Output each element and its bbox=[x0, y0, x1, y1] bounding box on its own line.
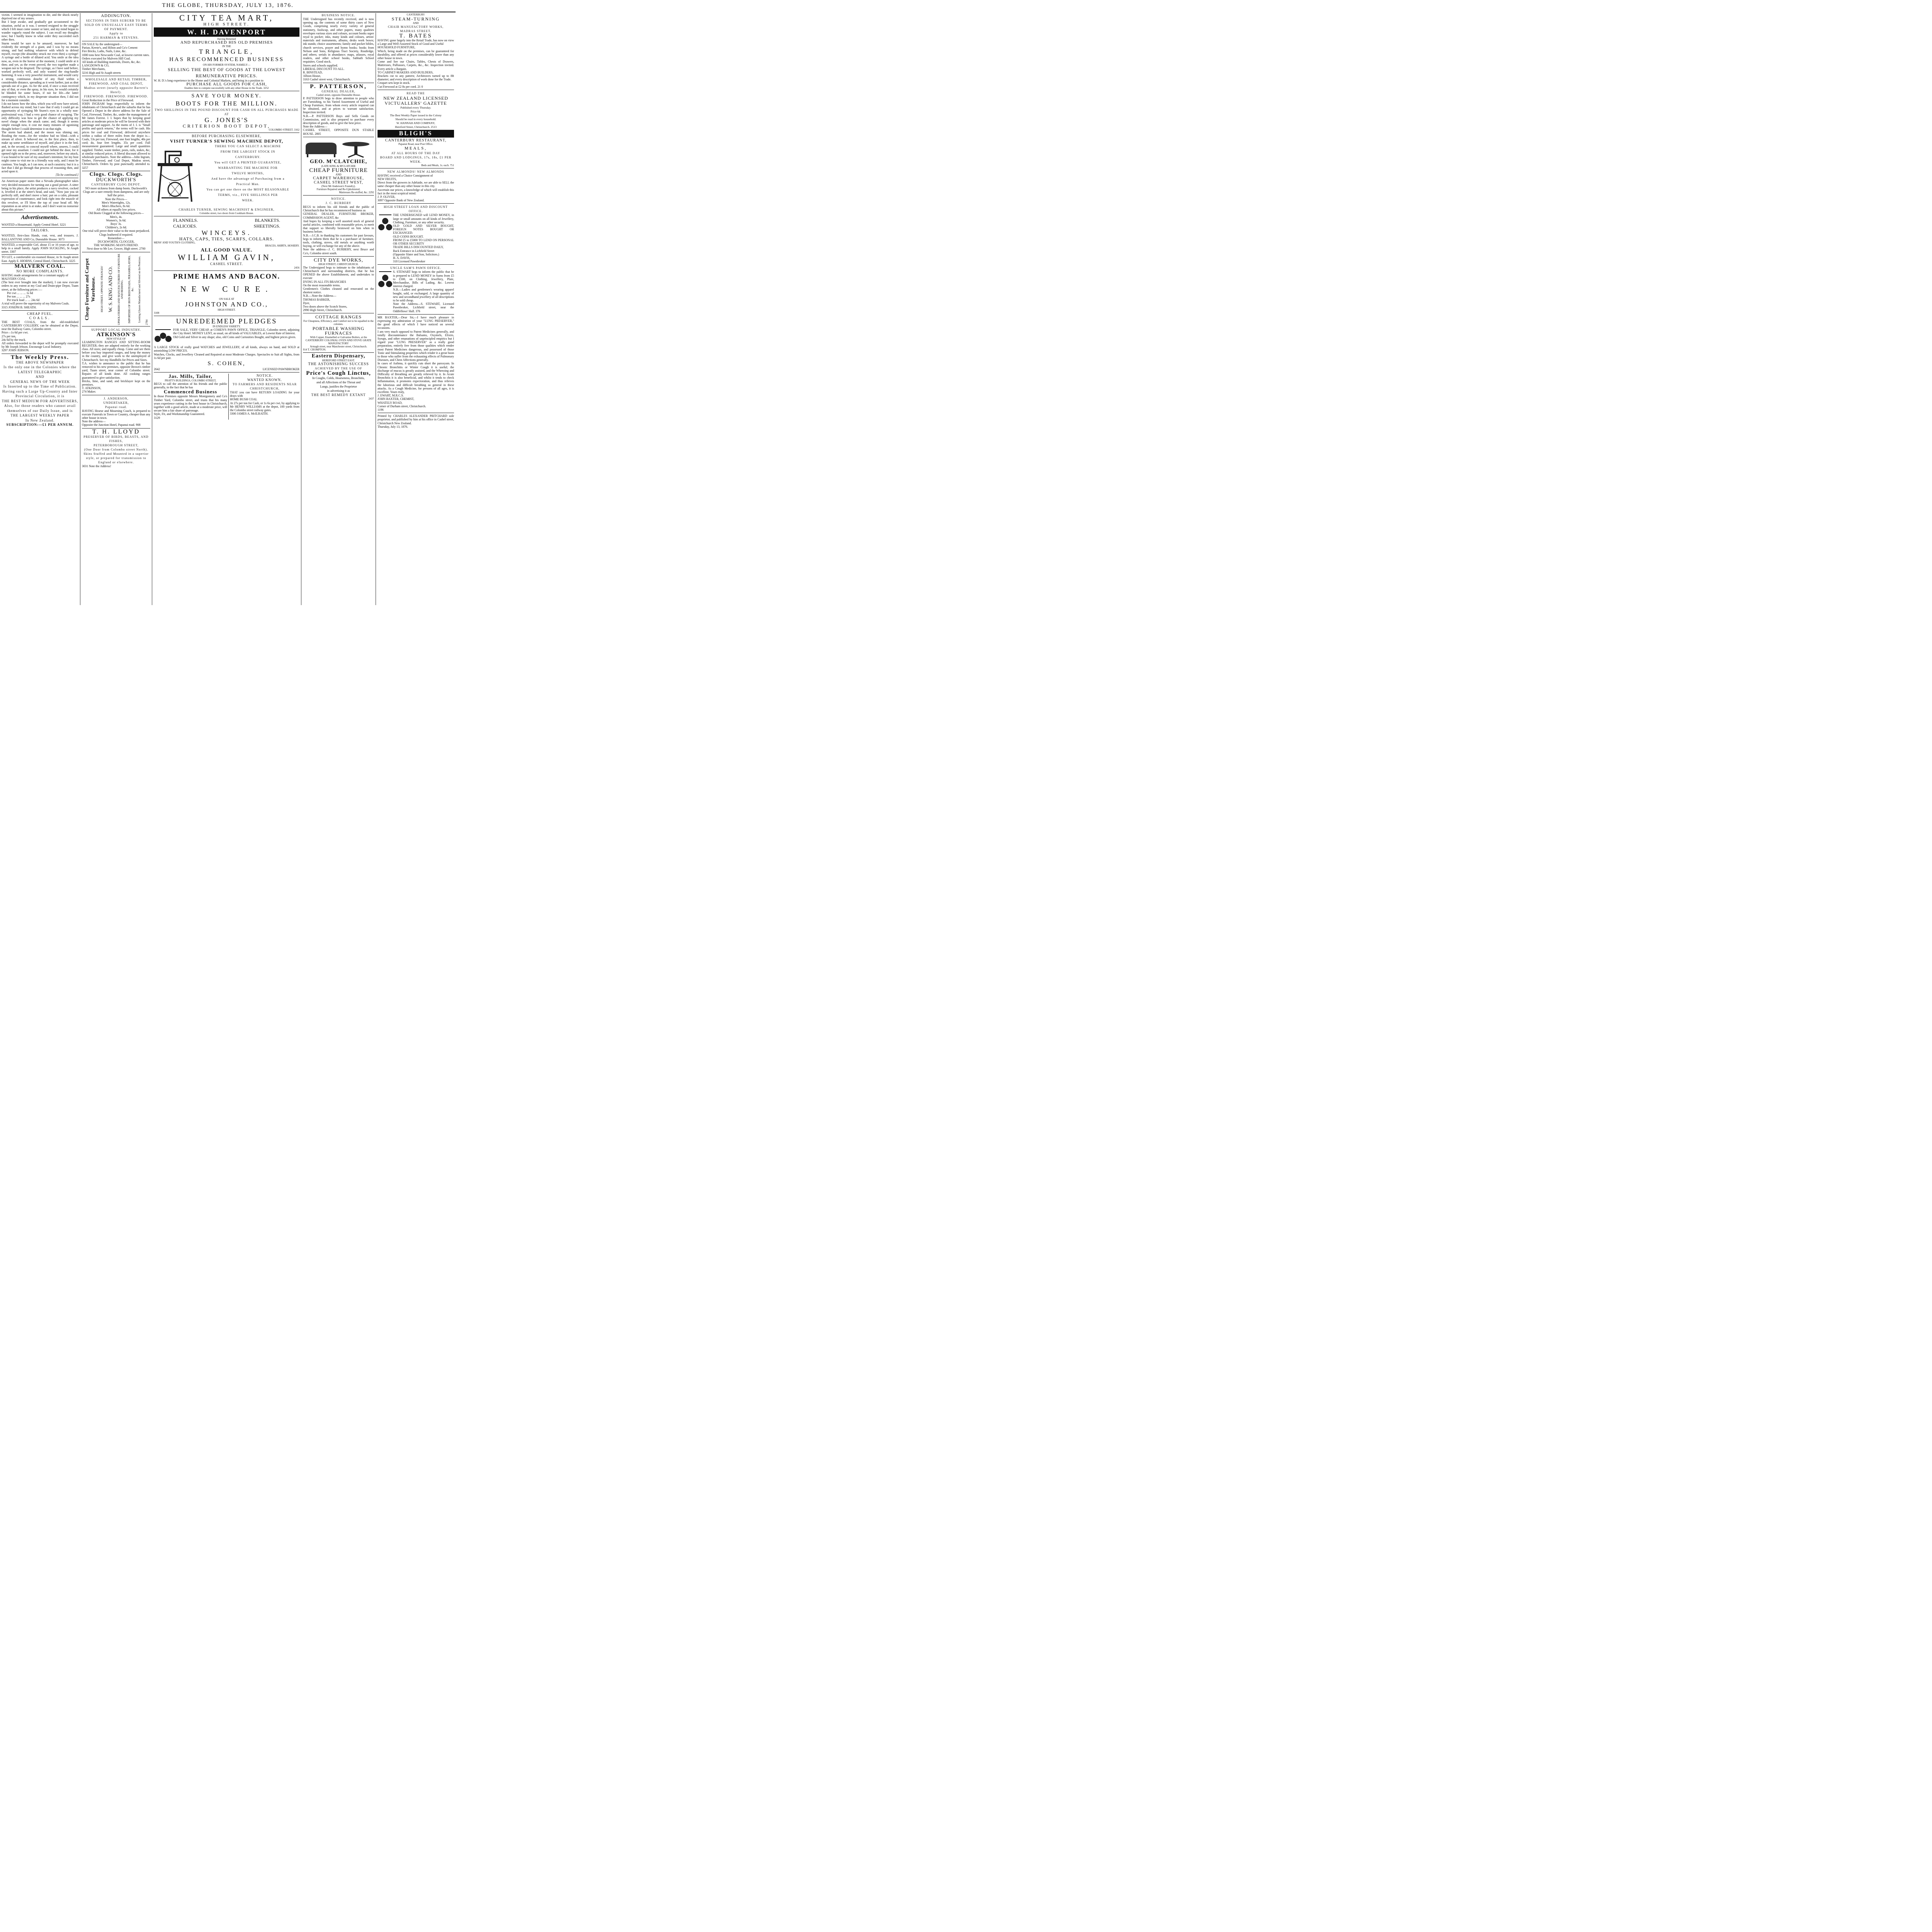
ad-housemaid: WANTED a Housemaid. Apply Central Hotel. 3221 bbox=[2, 223, 66, 227]
board-lodgings: BOARD AND LODGINGS, 17s, 18s, £1 PER WEEK. bbox=[380, 155, 452, 163]
meals: MEALS, bbox=[404, 146, 427, 151]
hereford-east: HEREFORD STREET EAST. bbox=[322, 359, 355, 362]
ingram-sub: Madras street (nearly opposite Barrett's Hotel). FIREWOOD. FIREWOOD. FIREWOOD. bbox=[84, 86, 148, 98]
furniture-repaired: Furniture Repaired and Re-Upholstered. bbox=[316, 187, 361, 191]
column-3 bbox=[152, 13, 301, 605]
dye-sub: HIGH STREET, CHRISTCHURCH. bbox=[318, 262, 359, 266]
almonds-heading: NEW ALMONDS! NEW ALMONDS bbox=[387, 170, 444, 173]
patterson-body: P. PATTERSON begs to draw attention to people who are Furnishing, to his Varied Assortment of Useful and Cheap Furniture, from whom every article required can be obtained, and at prices to warrant satisfaction. Inspection invited. N.B.—P. PATTERSON Buys and Sells Goods on Commission, and is also prepared to purchase every description of goods, and to give the best price. Note the Address— CASHEL STREET, OPPOSITE DUN STABLE HOUSE. 2805 bbox=[303, 96, 374, 136]
gavin-heading: WILLIAM GAVIN, bbox=[178, 253, 276, 262]
tea-body-2: AND REPURCHASED HIS OLD PREMISES bbox=[180, 40, 273, 45]
loan-ad bbox=[378, 213, 454, 263]
madras-street: MADRAS STREET. bbox=[400, 29, 432, 33]
davenport-banner: W. H. DAVENPORT bbox=[154, 27, 299, 37]
sewing-machine-icon bbox=[154, 144, 196, 206]
armagh-street: Armagh street, near Manchester street, Christchurch. bbox=[310, 345, 367, 349]
best-remedy: THE BEST REMEDY EXTANT bbox=[311, 393, 366, 397]
braces: BRACES, SHIRTS, HOSIERY. bbox=[265, 244, 299, 248]
gavin-row-2 bbox=[154, 223, 299, 229]
boots-million: BOOTS FOR THE MILLION. bbox=[175, 100, 278, 107]
tea-mart-heading: CITY TEA MART, bbox=[179, 13, 274, 22]
cohen-number: 2642 bbox=[154, 367, 160, 371]
linctus-body: In Coughs, Colds, Hoarseness, Bronchitis, and all Affections of the Throat and Lungs, justifies the Proprietor in advertising it as bbox=[312, 376, 365, 393]
addington-body: SECTIONS IN THIS SUBURB TO BE SOLD ON UNUSUALLY EASY TERMS OF PAYMENT. Apply to 251 HARMAN & STEVENS. bbox=[84, 19, 148, 39]
tea-body-6: ON HIS FORMER SYSTEM, NAMELY— bbox=[203, 63, 250, 66]
notice-to: TO FARMERS AND RESIDENTS NEAR CHRISTCHURCH, bbox=[232, 383, 297, 391]
anderson-body: HAVING Hearse and Mourning Coach, is prepared to execute Funerals in Town or Country, cheaper than any other house in town. Note the address— Opposite the Junction Hotel, Papanui road. 908 bbox=[82, 409, 150, 427]
mclatchie-heading: GEO. M'CLATCHIE, bbox=[310, 158, 367, 165]
almonds-body: HAVING received a Choice Consignment of NEW FRUITS, Direct from the growers in Adelaide, we are able to SELL the same cheaper than any other house in this city. Ascertain our prices, a knowledge of which will establish this fact in the most sceptical mind. J. P. OLIVER, 3097 Opposite Bank of New Zealand. bbox=[378, 173, 454, 202]
winceys: WINCEYS. bbox=[201, 229, 252, 237]
ingram-heading: WHOLESALE AND RETAIL TIMBER, FIREWOOD, AND COAL DEPOT, bbox=[85, 77, 147, 85]
flannels: FLANNELS. bbox=[173, 218, 198, 223]
king-ad bbox=[82, 253, 150, 325]
binstead-heading: BUSINESS NOTICE. bbox=[321, 14, 355, 17]
astonishing-success: THE ASTONISHING SUCCESS bbox=[308, 362, 369, 367]
all-hours: AT ALL HOURS OF THE DAY bbox=[391, 151, 440, 155]
blankets: BLANKETS. bbox=[255, 218, 280, 223]
ingram-body: Great Reduction in the Price of Firewood. JOHN INGRAM begs respectfully to inform the inhabitants of Christchurch and the suburbs that he has Opened a Depot in the above address for the Sale of Coal, Firewood, Timber, &c, under the management of Mr James Forrest. J. I. hopes that by keeping good articles at moderate prices he will be favored with their patronage and support. As the motto of J. I. is "Small profits and quick returns," the terms will be cash. His prices for coal and Firewood, delivered anywhere within a radius of three miles from the depot is—Coals, 53s per ton; Firewood, one foot lengths, 40s per cord; do, four feet lengths. 35s per cord. Full measurement guaranteed. Large and small quantities supplied. Timber, waste timber, posts, rails, stakes, &c, at similar reduced prices. A liberal discount allowed to wholesale purchasers. Note the address—John Ingram, Timber, Firewood, and Coal Depot, Madras street, Christchurch. Orders by post punctually attended to. 3257 bbox=[82, 98, 150, 170]
pawn-balls-icon bbox=[154, 328, 172, 344]
endless-variety: IN ENDLESS VARIETY. bbox=[213, 325, 241, 328]
dye-body: The Undersigned begs to intimate to the inhabitants of Christchurch and surrounding districts, that he has OPENED the above Establishment, and undertakes to execute DYING IN ALL ITS BRANCHES On the most reasonable terms. Gentlemen's Clothes cleaned and renovated on the shortest notice. N.B.—Note the Address— THOMAS BARKER, Dyer, Two doors above the Scotch Stores, 2990 High Street, Christchurch. bbox=[303, 265, 374, 312]
cohen-heading: S. COHEN, bbox=[207, 361, 246, 367]
loan-body: THE UNDERSIGNED will LEND MONEY, in large or small amounts on all kinds of Jewellery, Clothing, Furniture, or any other security. OLD GOLD AND SILVER BOUGHT, FOREIGN NOTES BOUGHT OR EXCHANGED. OLD COINS BOUGHT. FROM £5 to £5000 TO LEND ON PERSONAL OR OTHER SECURITY TRADE BILLS DISCOUNTED DAILY, Back Entrance in Lichfield Street (Opposite Slater and Son, Solicitors.) H. A. DAVIS, 318 Licensed Pawnbroker bbox=[393, 213, 454, 264]
bottom-ads bbox=[154, 374, 299, 420]
atkinson-body: LEAMINGTON RANGES AND SITTING-ROOM REGISTER; they are adapted entirely for the working class. All sizes; and equally cheap. Come and see them before you buy imported ranges, and keep the money in the country, and give work to the unemployed of Christchurch. See my Handbills for Prices and Sizes. T.A. wishes to announce to the public that he has removed to his new premises, opposite Brown's timber yard, Tuam street, near corner of Colombo street. Repairs of all kinds done. All cooking ranges guaranteed to give satisfaction. Bricks, lime, and sand, and bricklayer kept on the premises. T. ATKINSON, 274 Maker. bbox=[82, 340, 150, 394]
printed-by: Printed by CHARLES ALEXANDER PRITCHARD sole proprietor, and published by him at his office in Cashel street, Christchurch New Zealand. Thursday, July 13, 1876. bbox=[378, 414, 454, 429]
steam-canterbury: CANTERBURY bbox=[406, 13, 425, 16]
steam-and: AND bbox=[413, 22, 419, 25]
boots-body: TWO SHILLINGS IN THE POUND DISCOUNT FOR CASH ON ALL PURCHASES MADE AT bbox=[155, 108, 299, 116]
atkinson-heading: ATKINSON'S bbox=[96, 331, 136, 338]
mills-body-2: In those Premises opposite Messrs Montgomery and Co's Timber Yard, Colombo street, and trusts that his many years experience cutting in the best house in Christchurch, together with a good article, made at a moderate price, will secure him a fair share of patronage. Style, Fit, and Workmanship Guaranteed. bbox=[154, 395, 227, 416]
sewing-machine-illustration bbox=[154, 144, 196, 207]
copper-boilers: With Copper, Enamelled or Galvanise Boilers, at the bbox=[310, 336, 367, 339]
turner-body: THERE YOU CAN SELECT A MACHINE FROM THE LARGEST STOCK IN CANTERBURY. You will GET A PRINTED GUARANTEE, WARRANTING THE MACHINE FOR TWELVE MONTHS, And have the advantage of Purchasing from a Practical Man. You can get one there on the MOST REASONABLE TERMS, viz., FIVE SHILLINGS PER WEEK. bbox=[206, 145, 289, 202]
patterson-sub: GENERAL DEALER, bbox=[321, 89, 355, 93]
criterion: CRITERION BOOT DEPOT, bbox=[182, 123, 271, 129]
dye-heading: CITY DYE WORKS, bbox=[313, 257, 364, 263]
tea-body-9: PURCHASE ALL GOODS FOR CASH, bbox=[186, 82, 267, 87]
malvern-prices: Per cwt ... ... ... 1s 6d Per ton ... ... ... 27s Per truck load ... ... 24s 6d bbox=[7, 291, 39, 302]
save-money: SAVE YOUR MONEY. bbox=[191, 93, 262, 99]
turner-sign: CHARLES TURNER, SEWING MACHINIST & ENGINEER, bbox=[179, 208, 275, 212]
notice-wanted: WANTED KNOWN. bbox=[247, 378, 282, 382]
new-cure: NEW CURE. bbox=[180, 284, 273, 294]
uncle-sam-heading: UNCLE SAM'S PAWN OFFICE. bbox=[390, 266, 441, 270]
chair-manufactory: CHAIR MANUFACTORY WORKS, bbox=[388, 25, 444, 29]
lloyd-heading: T. H. LLOYD bbox=[92, 428, 140, 435]
atkinson-support: SUPPORT LOCAL INDUSTRY. bbox=[91, 328, 141, 332]
cheap-furniture: CHEAP FURNITURE bbox=[309, 167, 368, 173]
malvern-sub: NO MORE COMPLAINTS. bbox=[16, 269, 64, 273]
papanui-road: Papanui Road, near Post Office. bbox=[398, 142, 433, 146]
clogs-heading: Clogs. Clogs. Clogs. bbox=[89, 171, 143, 177]
johnston-number: 3108 bbox=[154, 311, 159, 315]
cheap-fuel: CHEAP FUEL. bbox=[27, 311, 53, 316]
tea-mart-street: HIGH STREET. bbox=[203, 22, 250, 27]
langdown-ad: ON SALE by the undersigned— Parian, Keene's, and Hilton and Co's Cement Fire Bricks, Laths, Nails, Lime, &c. 1000 tons best Newcastle Coal, at lowest current rates. Orders executed for Malvern Hill Coal. All kinds of Building materials, Doors, &c, &c. LANGDOWN & CO, Timber Merchants, 3216 High and St Asaph streets bbox=[82, 43, 150, 75]
mills-body: BEGS to call the attention of his friends and the public generally, to the fact that he has bbox=[154, 382, 227, 389]
duckworth-sub: CANTERBURY CLOG DEPOT. bbox=[91, 182, 141, 186]
prime-hams: PRIME HAMS AND BACON. bbox=[173, 272, 280, 281]
turner-ad bbox=[154, 144, 299, 207]
tea-body-5: HAS RECOMMENCED BUSINESS bbox=[169, 56, 284, 63]
turner-pre: BEFORE PURCHASING ELSEWHERE, bbox=[192, 134, 262, 138]
gazette-body: Published every Thursday. Price 6d. The Best Weekly Paper issued in the Colony Should be read in every household. W. HANNAH AND COMPANY, Hereford Street, Christchurch. 2513 bbox=[390, 105, 442, 129]
ad-to-let: TO LET, a comfortable six-roomed House, in St Asaph street East. Apply E. HIORNS, Central Hotel, Christchurch. 3225 bbox=[2, 255, 78, 263]
column-5 bbox=[376, 13, 456, 605]
remedy-number: 2437 bbox=[369, 397, 374, 401]
addington-heading: ADDINGTON. bbox=[101, 14, 131, 18]
pawn-balls-illustration bbox=[154, 328, 173, 345]
king-number: 2784 bbox=[145, 319, 148, 325]
mattresses: Mattresses Re-stuffed, &c. 2292 bbox=[339, 190, 374, 194]
king-line-3: W. S. KING AND CO. bbox=[107, 266, 114, 312]
notice-body: THAT you can have RETURN LOADING for your drays with HOME BUSH COAL At 27s per ton for Cash, or 1s 6s per cwt, by applying to Mr HENRY WILLIAMS at the depot, 100 yards from the Colombo street railway gates. bbox=[230, 391, 299, 412]
duckworth-heading: DUCKWORTH'S bbox=[96, 176, 136, 182]
nz-licensed: NEW ZEALAND LICENSED bbox=[383, 95, 448, 101]
hats: HATS, CAPS, TIES, SCARFS, COLLARS. bbox=[179, 236, 274, 242]
ad-girl: WANTED, a respectable Girl, about 15 or 16 years of age, to help in a small family. Apply JOHN SUCKLING, St Asaph street. 3307 bbox=[2, 243, 78, 254]
lloyd-body: PRESERVER OF BIRDS, BEASTS, AND FISHES, PETERBOROUGH STREET, (One Door from Colombo street North). Skins Stuffed and Mounted in a superior style, or prepared for transmission to England or elsewhere. bbox=[83, 435, 149, 464]
licensed-pawnbroker: LICENSED PAWNBROKER bbox=[262, 367, 299, 371]
coals-heading: COALS. bbox=[29, 316, 51, 320]
turner-heading: VISIT TURNER'S SEWING MACHINE DEPOT, bbox=[170, 138, 284, 144]
burbery-heading: J. C. BURBERY bbox=[325, 201, 352, 205]
duckworth-body: NO more sickness from damp boots. Duckworth's Clogs are a sure remedy from dampness, and are only half the price. Note the Prices— Men's Watertights, 12s. Men's Bluchers, 8s 6d. All others at equally low prices. Old Boots Clogged at the following prices— Men's, 4s. Women's, 3s 6d. Boys' 3s. Children's, 2s 6d. One trial will prove their value to the most prejudiced. Clogs leathered if required. Remember— DUCKWORTH, CLOGGER, THE WORKING MAN'S FRIEND. Next door to Mr Lee, Grocer, High street. 2700 bbox=[82, 186, 150, 251]
eastern-dispensary: Eastern Dispensary, bbox=[311, 353, 366, 359]
anderson-heading: J. ANDERSON, UNDERTAKER, Papanui road. bbox=[103, 396, 129, 409]
king-line-1: Cheap Furniture and Carpet Warehouse. bbox=[84, 258, 96, 320]
king-line-5: IMPORTERS OF IRON BEDSTEADS, PERAMBULATORS, &c. bbox=[128, 255, 134, 323]
sheetings: SHEETINGS. bbox=[253, 223, 280, 229]
coals-body: THE BEST COALS, from the old-established CANTERBURY COLLIERY, can be obtained at the Depot, near the Railway Gates, Colombo street. Price—1s 6d per cwt. 27s per ton, 24s 6d by the truck. All orders forwarded to the depot will be promptly executed by Mr Joseph Jebson. Encourage Local Industry. bbox=[2, 320, 78, 349]
burbery-body: BEGS to inform his old friends and the public of Christchurch that he has recommenced business as GENERAL DEALER, FURNITURE BROKER, COMMISSION AGENT, &c And hopes by keeping a well assorted stock of general useful articles, combined with reasonable prices, to merit that support so liberally bestowed on him when in business before. N.B.—J.C.B. in thanking his customers for past favours, begs to inform them that he is a purchaser of furniture, tools, clothing, stoves, old metals or anything worth buying, or will exchange for any of the above. Note the address—J. C. BURBERY, next Bruce and Co's, Colombo street south. bbox=[303, 205, 374, 255]
canterbury-oven: CANTERBURY COLONIAL OVEN AND STOVE GRATE MANUFACTORY bbox=[305, 339, 372, 345]
gavin-number: 2456 bbox=[294, 266, 299, 270]
cough-linctus: Price's Cough Linctus, bbox=[306, 370, 371, 377]
read-the: READ THE bbox=[406, 91, 425, 95]
malvern-end: A trial will prove the superiority of my Malvern Coals. bbox=[2, 302, 70, 306]
tea-body-10: Enables him to compete successfully with any other House in the Trade. 3252 bbox=[184, 87, 269, 90]
serial-story: victim. I seemed in imagination to die, and the shock nearly deprived me of my senses. But I kept awake, and gradually got accustomed to the situation, awful as it was. I seemed resigned to the struggle which I felt must come sooner or later, and my mind began to wander vaguely round the subject. I can recall my thoughts now; but I hardly know in what order they succeeded each other then. Sturm would be sure to be amused; moreover, he had evidently the strength of a giant, and I was by no means strong, and had nothing whatever with which to defend myself, except (the absurdity struck me even then) a syringe! A syringe and a bottle of diluted acid. You smile at the idea now, as, even in the horror of the moment, I could smile at it then; and yet, as the event proved, the two together made a weapon not to be despised. The syringe, as I have said before, worked perfectly well, and only wanted the ring-handle fastening. It was a very powerful instrument, and would carry a strong, continuous douche of any fluid within a considerable distance, spreading as it went farther, just as shot spreads out of a gun. As for the acid, if once a man received any of that, or even the spray, in his eyes, he would certainly be blinded for some hours, if not for life—the latter contingency which, in my desperate situation then, I did not for a moment consider. I do not know how the idea, which you will now have seized, flashed across my mind; but I saw that if only I could get an opportunity of syringing Mr Sturm's eyes in a wholly non-professional way, I had a very good chance of escaping. The only difficulty was how to get the chance of applying my novel charge when the attack came; and, though it seems simple enough now, it cost me many minutes of agonising thought before I could determine it on that night. The storm had abated, and the moon was shining out, flooding the room—for the window had no blind—with a stream of silver. It behoved me, in the first place, then, to make up some semblance of myself, and place it in the bed, and, in the second, to conceal myself where, unseen, I could get near my assailant. I could not get behind the door, for it opened right on to the press; and, moreover, before my attack, I was bound to be sure of my assailant's intention; for my host might come to visit me in a friendly way only, and I must be cautious. You laugh, as I can now, at such casuistry; but it is a fact that I did go through that process of reasoning then, and acted upon it. bbox=[2, 13, 78, 173]
notice-heading: NOTICE. bbox=[256, 374, 273, 378]
weekly-press-body: THE ABOVE NEWSPAPER Is the only one in the Colonies where the LATEST TELEGRAPHIC AND GENERAL NEWS OF THE WEEK Is Inserted up to the Time of Publication. Having such a Large Up-Country and Inter Provincial Circulation, it is THE BEST MEDIUM FOR ADVERTISERS, Also, for those readers who cannot avail themselves of our Daily Issue, and is THE LARGEST WEEKLY PAPER In New Zealand. bbox=[2, 360, 78, 422]
sofa-table-icon bbox=[304, 139, 373, 158]
cashel-street: CASHEL STREET. bbox=[210, 262, 243, 266]
all-good-value: ALL GOOD VALUE. bbox=[201, 247, 253, 253]
to-be-continued: [To be continued.] bbox=[55, 173, 78, 177]
advertisements-heading: Advertisements. bbox=[21, 214, 59, 221]
patterson-addr: Cashel street, opposite Dunstable House. bbox=[316, 93, 361, 97]
king-line-2: HIGH STREET, OPPOSITE STRANGES' bbox=[100, 266, 104, 312]
mens-clothing: MENS' AND YOUTH'S CLOTHING, bbox=[154, 241, 196, 245]
mills-heading: Jas. Mills, Tailor, bbox=[168, 373, 213, 379]
colombo-street: COLOMBO STREET. 3162 bbox=[269, 128, 299, 132]
subscription: SUBSCRIPTION:—£1 PER ANNUM. bbox=[6, 423, 74, 427]
mclatchie-and: AND bbox=[335, 173, 342, 176]
mills-commenced: Commenced Business bbox=[163, 389, 218, 395]
johnston-street: HIGH STREET. bbox=[218, 308, 236, 312]
lloyd-sign: 3031 Note the Address! bbox=[82, 464, 111, 468]
tea-body-3: IN THE bbox=[222, 45, 231, 48]
tea-body-7: SELLING THE BEST OF GOODS AT THE LOWEST REMUNERATIVE PRICES. bbox=[168, 67, 286, 78]
cottage-ranges: COTTAGE RANGES bbox=[315, 314, 362, 320]
pawn-balls-icon bbox=[378, 213, 393, 235]
king-line-4: UPHOLSTERERS AND MANUFACTURERS OF FURNITURE AND BEDDING. bbox=[117, 253, 124, 325]
tea-body-8: W. H. D.'s long experience in the Home and Colonial Markets, and being in a position to bbox=[154, 79, 264, 82]
tea-body-1: Having Returned bbox=[217, 37, 236, 41]
atkinson-sub: NEW STYLE OF bbox=[106, 337, 126, 340]
tailors-heading: TAILORS. bbox=[31, 228, 49, 233]
uncle-sam-body: S. STEWART begs to inform the public that he is prepared to LEND MONEY in Sums from £5 to £500, on Clothing, Jewellery, Plate, Merchandise, Bills of Lading, &c. Lowest interest charged. N.B.—Ladies and gentlemen's wearing apparel bought, sold, or exchanged. A large quantity of new and secondhand jewellery of all descriptions to be sold cheap. Note the Address—S. STEWART, Licensed Pawnbroker, Lichfield street, near the Oddfellows' Hall. 376 bbox=[393, 270, 454, 313]
anecdote: An American paper states that a Nevada photographer takes very decided measures for turning out a good picture. A sitter being in his place, the artist produces a navy revolver, cocked it, levelled it at the sitter's head, and said, "Now just you sit perfectly still, and don't move a hair; put on a calm, pleasant expression of countenance, and look right into the muzzle of this revolver, or I'll blow the top of your head off. My reputation as an artist is at stake, and I don't want no nonsense about this picture." bbox=[2, 179, 78, 211]
bates-body: HAVING gone largely into the Retail Trade, has now on view a Large and Well-Assorted Stock of Good and Useful HOUSEHOLD FURNITURE, Which, being made on the premises, can be guaranteed for durability, and offered at prices considerably lower than any other house in town. Come and See our Chairs, Tables, Chests of Drawers, Mattresses, Palliasses, Carpets, &c., &c. Inspection invited. Every article a Bargain. TO CABINET-MAKERS AND BUILDERS, Brackets cut to any pattern; Architraves turned up to 8ft diameter; and every description of work done for the Trade. Croquet sets kept in stock. Cut Firewood at £2 8s per cord. 21 0 bbox=[378, 39, 454, 88]
cashel-west: CASHEL STREET WEST, bbox=[314, 180, 363, 185]
loan-heading: HIGH STREET LOAN AND DISCOUNT OFFICE. bbox=[384, 205, 448, 213]
gavin-row-1 bbox=[154, 218, 299, 223]
column-2 bbox=[80, 13, 152, 605]
beds-meals: Beds and Meals, 1s. each. 751 bbox=[421, 163, 454, 167]
pawn-balls-icon bbox=[378, 270, 393, 292]
victuallers-gazette: VICTUALLERS' GAZETTE bbox=[384, 100, 447, 106]
binstead-body: THE Undersigned has recently received, and is now opening up, the contents of some thirty cases of New Goods, comprising nearly every variety of general stationery, foolscap, and other papers, many qualities envelopes various sizes and colours, account books super royal to pocket; inks, many kinds and colours, artists' materials and instruments, albums, desks work boxes; ink stands; choice assortments; family and pocket bibles, church services, prayer and hymn books; books from Nelson and Sons, Religious Tract Society, Routledge, and others; serials in abundance; maps, atlasses, royal readers, and other school books, Sabbath School requisites. Good stock. Stores and schools supplied. LIBERAL DISCOUNT TO ALL. R. BINSTEAD, Albion House, 3163 Cashel street west, Christchurch. bbox=[303, 17, 374, 82]
cohen-sign bbox=[154, 367, 299, 371]
portable-furnaces: PORTABLE WASHING FURNACES bbox=[312, 326, 365, 336]
bligh-restaurant: CANTERBURY RESTAURANT, bbox=[385, 138, 447, 143]
cohen-body-2: A LARGE STOCK of really good WATCHES and JEWELLERY, of all kinds, always on hand, and SOLD at astonishing LOW PRICES. Watches, Clocks, and Jewellery Cleaned and Repaired at most Moderate Charges. Spectacles to Suit all Sights, from 1s 6d per pair. bbox=[154, 345, 299, 360]
coals-sign: 3297 JOHN JEBSON. bbox=[2, 349, 29, 352]
uncle-sam-ad bbox=[378, 270, 454, 313]
column-4 bbox=[301, 13, 376, 605]
malvern-body: HAVING made arrangements for a constant supply of MALVERN COAL (The best ever brought into the market), I can now execute orders to any extent at my Coal and Drain-pipe Depot, Tuam street, at the following prices :— bbox=[2, 273, 78, 291]
on-sale-at: ON SALE AT bbox=[219, 298, 235, 301]
malvern-sign: 3315 JOSEPH B. SHEATH. bbox=[2, 305, 37, 309]
weekly-press-heading: The Weekly Press. bbox=[10, 354, 70, 361]
jones-heading: G. JONES'S bbox=[204, 116, 249, 124]
turner-addr: Colombo street, two doors from Cookham House. bbox=[199, 212, 254, 215]
king-line-6: Looking Glasses Manufactured and Silvered on the Premises. bbox=[138, 255, 141, 323]
pledges-heading: UNREDEEMED PLEDGES bbox=[176, 317, 277, 325]
calicoes: CALICOES. bbox=[173, 223, 197, 229]
mclatchie-late: (LATE KING & M'CLATCHIE bbox=[321, 164, 356, 168]
baxter-body: MR BAXTER,—Dear Sir,—I have much pleasure in expressing my admiration of your "LUNG PRESERVER," the good effects of which I have noticed on several occasions. I am very much opposed to Patent Medicines generally, and totally discountenance the Balsams, Oxymels, Elixirs, Syrups, and other emanations of unprincipled empirics but I regard your "LUNG PRESERVER" as a really good preparation, entirely free from those qualities which render most Patent Medicines dangerous, and possessed of those Tonic and Stimulating properties which render it a great boon to those who suffer from the exhausting effects of Pulmonary Diseases, and Chest Affections generally. In cases of Asthma, it quickly cuts short the paroxysm. In Chronic Bronchitis or Winter Cough it is useful; the discharge of mucus is greatly assisted, and the Wheezing and Difficulty of Breathing are greatly relieved by it. In Acute Bronchitis it is also beneficial, and whilst it tends to check Inflammation, it promotes expectoration, and thus relieves the laborious and difficult breathing so general in these attacks. As a Cough Medicine, for persons of all ages, it is excellent. Yours truly, J. EWART, M.R.C.S. JOHN BAXTER, CHEMIST, WHATELY ROAD, Corner of Durham street, Christchurch. 1196 bbox=[378, 315, 454, 412]
achieved-by: ACHIEVED BY THE USE OF bbox=[315, 367, 362, 371]
ad-tailors: WANTED, first-class Hands, coat, vest, and trousers. J. BALLANTYNE AND Co, Dunstable House. 3073 bbox=[2, 234, 78, 241]
furniture-illustration bbox=[303, 139, 374, 158]
johnston-heading: JOHNSTON AND CO., bbox=[185, 301, 269, 308]
patterson-heading: P. PATTERSON, bbox=[310, 83, 367, 90]
crompton: 914 T. CROMPTON. bbox=[303, 348, 326, 352]
tea-body-4: TRIANGLE, bbox=[199, 48, 255, 55]
bligh-banner: BLIGH'S bbox=[378, 130, 454, 138]
notice-sign: 3300 JAMES A. McILRAITH. bbox=[230, 412, 269, 416]
cottage-body: For Cheapness, Efficiency, and Comfort not to be equalled in the colonies. bbox=[303, 320, 374, 326]
cohen-ad bbox=[154, 328, 299, 345]
masthead: THE GLOBE, THURSDAY, JULY 13, 1876. bbox=[0, 0, 456, 12]
steam-turning: STEAM-TURNING bbox=[391, 16, 440, 22]
carpet-warehouse: CARPET WAREHOUSE, bbox=[313, 175, 364, 180]
column-1 bbox=[0, 13, 80, 605]
mills-addr: PRATT'S BUILDINGS, COLOMBO STREET, bbox=[165, 379, 216, 383]
next-anderson: (Next Mr Anderson's Foundry). bbox=[321, 184, 356, 188]
cohen-body: FOR SALE, VERY CHEAP, at COHEN'S PAWN OFFICE, TRIANGLE, Colombo street, adjoining the City Hotel. MONEY LENT, as usual, on all kinds of VALUABLES, at Lowest Rate of Interest. Old Gold and Silver in any shape; also, old Coins and Curiosities Bought, and highest prices given. bbox=[173, 328, 299, 339]
mills-number: 3129 bbox=[154, 416, 160, 420]
burbery-notice: NOTICE. bbox=[331, 197, 346, 201]
malvern-heading: MALVERN COAL. bbox=[14, 263, 66, 269]
bates-heading: T. BATES bbox=[399, 33, 432, 39]
